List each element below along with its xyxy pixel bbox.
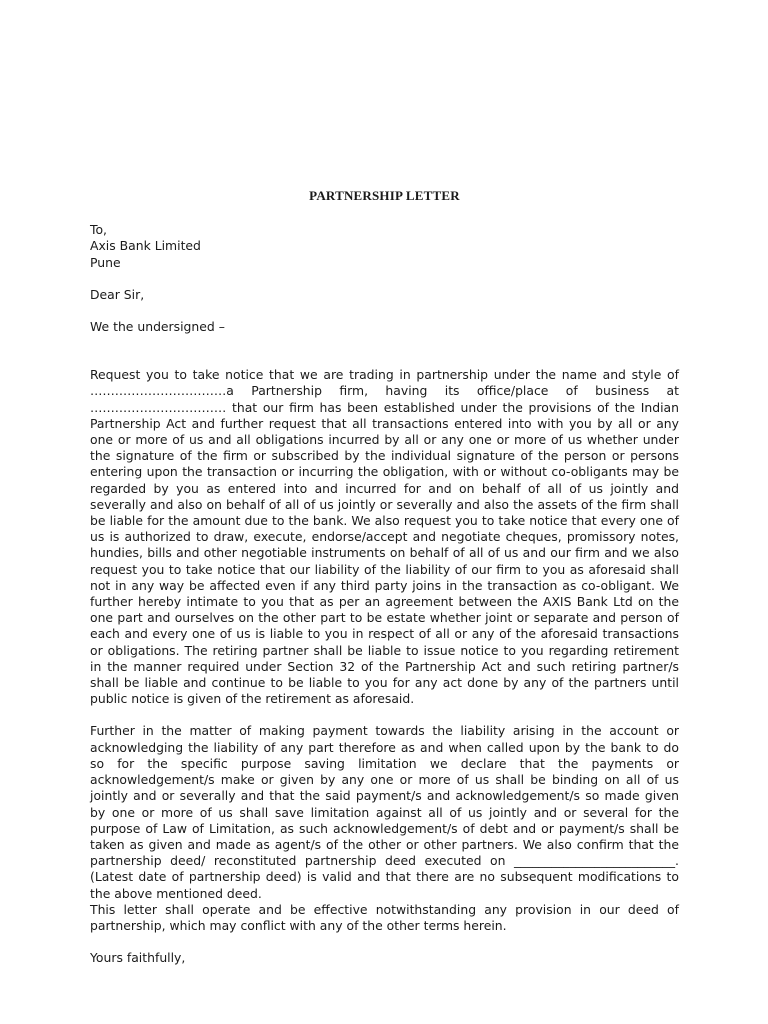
salutation: Dear Sir, (90, 286, 145, 302)
recipient-address (90, 222, 679, 271)
address-line-bank: Axis Bank Limited (90, 238, 201, 254)
body-paragraph-3: This letter shall operate and be effective notwithstanding any provision in our deed of partnership, which may conflict with any of the other terms herein. (90, 901, 679, 933)
body-paragraph-1: Request you to take notice that we are trading in partnership under the name and style of ……………………………a Partnership firm, having its office/place of business at …………………………… that our firm has been established under the provisions of the Indian Partnership Act and further request that all transactions entered into with you by all or any one or more of us and all obligations incurred by all or any one or more of us whether under the signature of the firm or subscribed by the individual signature of the person or persons entering upon the transaction or incurring the obligation, with or without co-obligants may be regarded by you as entered into and incurred for and on behalf of all of us jointly and severally and also on behalf of all of us jointly or severally and also the assets of the firm shall be liable for the amount due to the bank. We also request you to take notice that every one of us is authorized to draw, execute, endorse/accept and negotiate cheques, promissory notes, hundies, bills and other negotiable instruments on behalf of all of us and our firm and we also request you to take notice that our liability of the liability of our firm to you as aforesaid shall not in any way be affected even if any third party joins in the transaction as co-obligant. We further hereby intimate to you that as per an agreement between the AXIS Bank Ltd on the one part and ourselves on the other part to be estate whether joint or separate and person of each and every one of us is liable to you in respect of all or any of the aforesaid transactions or obligations. The retiring partner shall be liable to issue notice to you regarding retirement in the manner required under Section 32 of the Partnership Act and such retiring partner/s shall be liable and continue to be liable to you for any act done by any of the partners until public notice is given of the retirement as aforesaid. (90, 367, 679, 707)
document-title: PARTNERSHIP LETTER (309, 188, 460, 203)
closing-line: Yours faithfully, (90, 950, 186, 966)
document-page (90, 188, 679, 966)
intro-line: We the undersigned – (90, 319, 225, 335)
address-line-city: Pune (90, 254, 121, 270)
address-line-to: To, (90, 222, 107, 238)
body-paragraph-2: Further in the matter of making payment towards the liability arising in the account or acknowledging the liability of any part therefore as and when called upon by the bank to do so for the specific purpose saving limitation we declare that the payments or acknowledgement/s make or given by any one or more of us shall be binding on all of us jointly and or severally and that the said payment/s and acknowledgement/s so made given by one or more of us shall save limitation against all of us jointly and or several for the purpose of Law of Limitation, as such acknowledgement/s of debt and or payment/s shall be taken as given and made as agent/s of the other or other partners. We also confirm that the partnership deed/ reconstituted partnership deed executed on __________________________.(Latest date of partnership deed) is valid and that there are no subsequent modifications to the above mentioned deed. (90, 723, 679, 901)
